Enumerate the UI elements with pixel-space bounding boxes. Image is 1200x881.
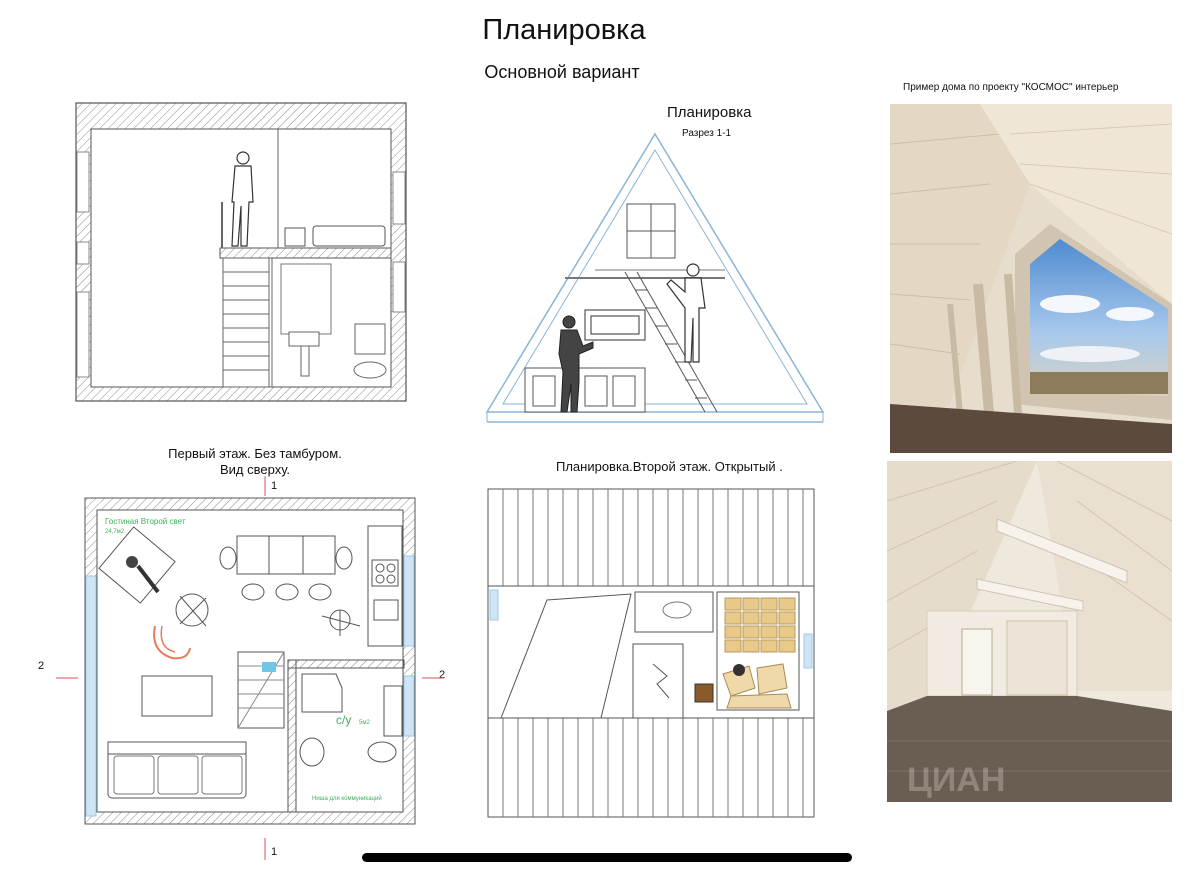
- second-floor-plan: [487, 488, 815, 818]
- interior-caption: Пример дома по проекту "КОСМОС" интерьер: [903, 82, 1119, 93]
- watermark-text: ЦИАН: [907, 761, 1006, 799]
- first-floor-caption-line2: Вид сверху.: [219, 462, 290, 477]
- room-bath-label: с/у: [336, 713, 352, 727]
- cut-mark-left: 2: [38, 660, 45, 672]
- section-cut-label: Разрез 1-1: [682, 128, 732, 139]
- a-frame-section-drawing: [485, 132, 825, 428]
- room-living-area: 24,7м2: [105, 529, 125, 535]
- home-indicator-bar[interactable]: [362, 853, 852, 862]
- room-bath-area: 5м2: [359, 720, 370, 726]
- first-floor-plan: [50, 476, 450, 862]
- interior-photo-2: [887, 461, 1172, 802]
- first-floor-caption-line1: Первый этаж. Без тамбуром.: [168, 446, 342, 461]
- page-subtitle: Основной вариант: [484, 62, 640, 82]
- second-floor-caption: Планировка.Второй этаж. Открытый .: [556, 459, 783, 474]
- section-elevation-drawing: [75, 102, 407, 402]
- cut-mark-bottom: 1: [271, 846, 278, 858]
- cut-mark-right: 2: [439, 669, 446, 681]
- page-title: Планировка: [482, 14, 646, 46]
- niche-label: Ниша для коммуникаций: [312, 796, 382, 802]
- room-living-label: Гостиная Второй свет: [105, 517, 186, 526]
- first-floor-caption: [160, 446, 350, 478]
- cut-mark-top: 1: [271, 480, 278, 492]
- section-title: Планировка: [667, 104, 752, 121]
- interior-photo-1: [890, 104, 1172, 453]
